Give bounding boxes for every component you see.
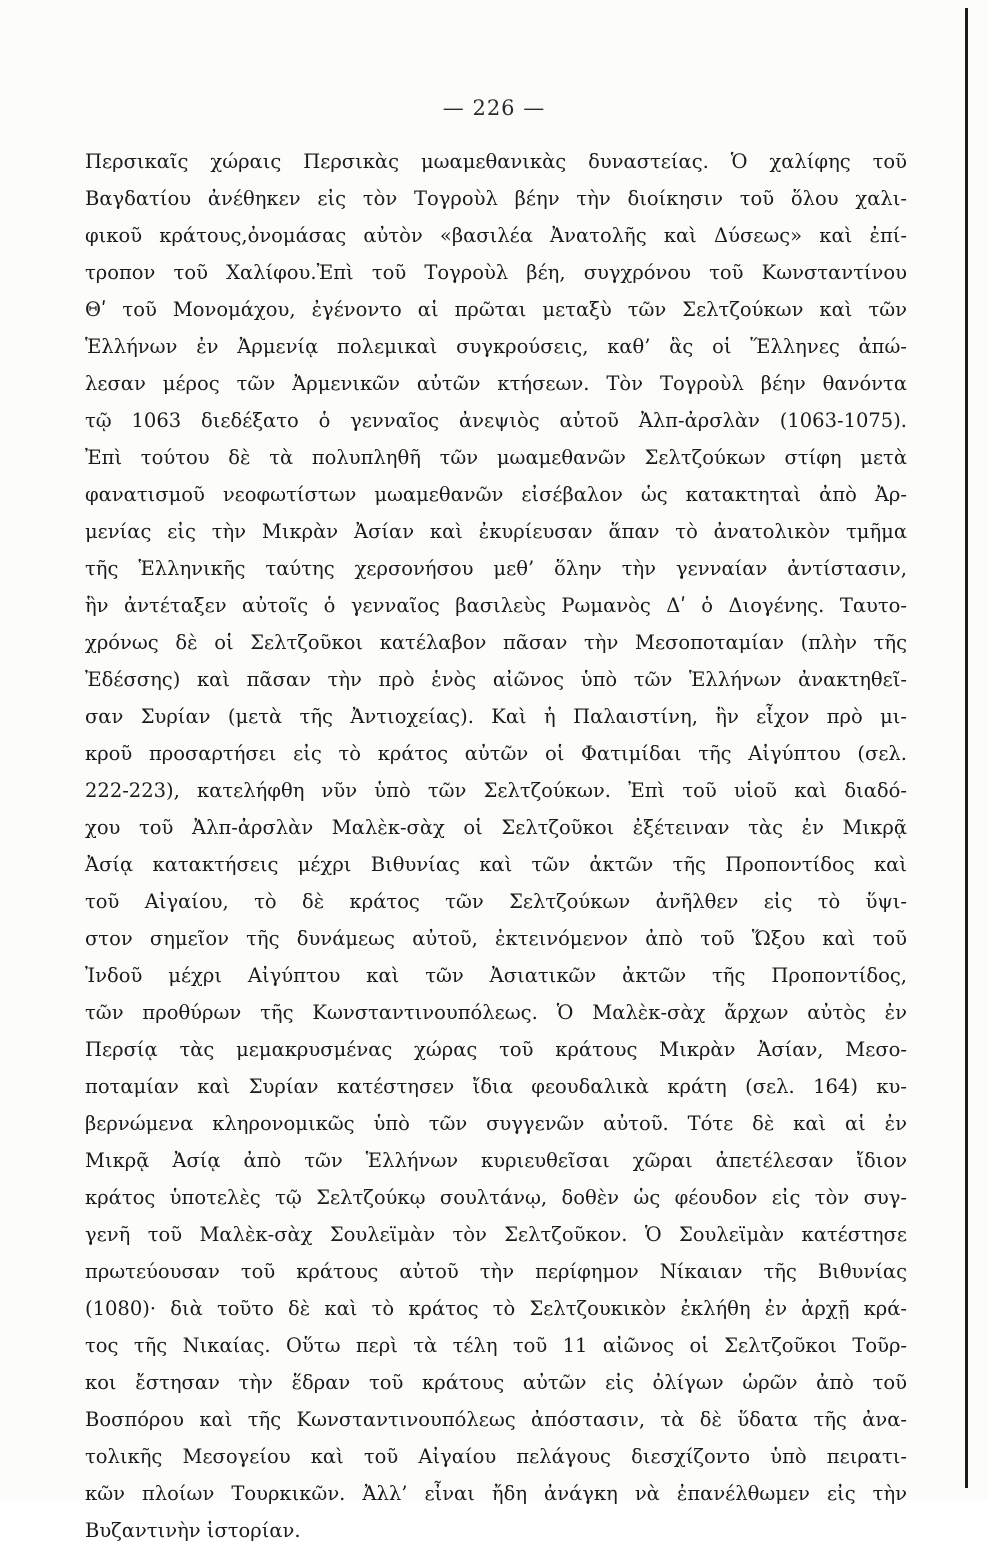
text-line: Θʹ τοῦ Μονομάχου, ἐγένοντο αἱ πρῶται μεταξὺ τῶν Σελτζούκων καὶ τῶν	[85, 298, 907, 321]
text-line: τολικῆς Μεσογείου καὶ τοῦ Αἰγαίου πελάγους διεσχίζοντο ὑπὸ πειρατι-	[85, 1445, 907, 1468]
text-line: κοι ἔστησαν τὴν ἕδραν τοῦ κράτους αὐτῶν εἰς ὀλίγων ὡρῶν ἀπὸ τοῦ	[85, 1371, 907, 1394]
text-line: φανατισμοῦ νεοφωτίστων μωαμεθανῶν εἰσέβαλον ὡς κατακτηταὶ ἀπὸ Ἀρ-	[85, 483, 907, 506]
text-line: τοῦ Αἰγαίου, τὸ δὲ κράτος τῶν Σελτζούκων ἀνῆλθεν εἰς τὸ ὕψι-	[85, 890, 907, 913]
text-line: πρωτεύουσαν τοῦ κράτους αὐτοῦ τὴν περίφημον Νίκαιαν τῆς Βιθυνίας	[85, 1260, 907, 1283]
text-line: Μικρᾷ Ἀσίᾳ ἀπὸ τῶν Ἑλλήνων κυριευθεῖσαι χῶραι ἀπετέλεσαν ἴδιον	[85, 1149, 907, 1172]
text-line: Βοσπόρου καὶ τῆς Κωνσταντινουπόλεως ἀπόστασιν, τὰ δὲ ὕδατα τῆς ἀνα-	[85, 1408, 907, 1431]
text-line: ποταμίαν καὶ Συρίαν κατέστησεν ἴδια φεουδαλικὰ κράτη (σελ. 164) κυ-	[85, 1075, 907, 1098]
text-line: γενῆ τοῦ Μαλὲκ-σὰχ Σουλεϊμὰν τὸν Σελτζοῦκον. Ὁ Σουλεϊμὰν κατέστησε	[85, 1223, 907, 1246]
text-line: ἣν ἀντέταξεν αὐτοῖς ὁ γενναῖος βασιλεὺς Ρωμανὸς Δʹ ὁ Διογένης. Ταυτο-	[85, 594, 907, 617]
text-line: κροῦ προσαρτήσει εἰς τὸ κράτος αὐτῶν οἱ Φατιμίδαι τῆς Αἰγύπτου (σελ.	[85, 742, 907, 765]
text-line: τῶν προθύρων τῆς Κωνσταντινουπόλεως. Ὁ Μαλὲκ-σὰχ ἄρχων αὐτὸς ἐν	[85, 1001, 907, 1024]
text-line: σαν Συρίαν (μετὰ τῆς Ἀντιοχείας). Καὶ ἡ Παλαιστίνη, ἣν εἶχον πρὸ μι-	[85, 705, 907, 728]
text-line: χου τοῦ Ἀλπ-ἀρσλὰν Μαλὲκ-σὰχ οἱ Σελτζοῦκοι ἐξέτειναν τὰς ἐν Μικρᾷ	[85, 816, 907, 839]
page-number: — 226 —	[442, 96, 546, 120]
text-line: Βαγδατίου ἀνέθηκεν εἰς τὸν Τογροὺλ βέην τὴν διοίκησιν τοῦ ὅλου χαλι-	[85, 187, 907, 210]
text-line: 222-223), κατελήφθη νῦν ὑπὸ τῶν Σελτζούκων. Ἐπὶ τοῦ υἱοῦ καὶ διαδό-	[85, 779, 907, 802]
text-line: βερνώμενα κληρονομικῶς ὑπὸ τῶν συγγενῶν αὐτοῦ. Τότε δὲ καὶ αἱ ἐν	[85, 1112, 907, 1135]
text-line: Ἀσίᾳ κατακτήσεις μέχρι Βιθυνίας καὶ τῶν ἀκτῶν τῆς Προποντίδος καὶ	[85, 853, 907, 876]
text-line: φικοῦ κράτους,ὀνομάσας αὐτὸν «βασιλέα Ἀνατολῆς καὶ Δύσεως» καὶ ἐπί-	[85, 224, 907, 247]
text-line: Βυζαντινὴν ἱστορίαν.	[85, 1519, 301, 1542]
body-text	[85, 143, 907, 1549]
text-line: κῶν πλοίων Τουρκικῶν. Ἀλλ’ εἶναι ἤδη ἀνάγκη νὰ ἐπανέλθωμεν εἰς τὴν	[85, 1482, 907, 1505]
page-edge-line	[965, 8, 968, 1488]
text-line: Περσίᾳ τὰς μεμακρυσμένας χώρας τοῦ κράτους Μικρὰν Ἀσίαν, Μεσο-	[85, 1038, 907, 1061]
text-line: Ἐδέσσης) καὶ πᾶσαν τὴν πρὸ ἑνὸς αἰῶνος ὑπὸ τῶν Ἑλλήνων ἀνακτηθεῖ-	[85, 668, 907, 691]
text-line: Ἰνδοῦ μέχρι Αἰγύπτου καὶ τῶν Ἀσιατικῶν ἀκτῶν τῆς Προποντίδος,	[85, 964, 907, 987]
text-line: χρόνως δὲ οἱ Σελτζοῦκοι κατέλαβον πᾶσαν τὴν Μεσοποταμίαν (πλὴν τῆς	[85, 631, 907, 654]
text-line: Ἑλλήνων ἐν Ἀρμενίᾳ πολεμικαὶ συγκρούσεις, καθ’ ἃς οἱ Ἕλληνες ἀπώ-	[85, 335, 907, 358]
text-line: (1080)· διὰ τοῦτο δὲ καὶ τὸ κράτος τὸ Σελτζουκικὸν ἐκλήθη ἐν ἀρχῇ κρά-	[85, 1297, 907, 1320]
text-line: κράτος ὑποτελὲς τῷ Σελτζούκῳ σουλτάνῳ, δοθὲν ὡς φέουδον εἰς τὸν συγ-	[85, 1186, 907, 1209]
text-line: Ἐπὶ τούτου δὲ τὰ πολυπληθῆ τῶν μωαμεθανῶν Σελτζούκων στίφη μετὰ	[85, 446, 907, 469]
text-line: τῆς Ἑλληνικῆς ταύτης χερσονήσου μεθ’ ὅλην τὴν γενναίαν ἀντίστασιν,	[85, 557, 907, 580]
text-line: τῷ 1063 διεδέξατο ὁ γενναῖος ἀνεψιὸς αὐτοῦ Ἀλπ-ἀρσλὰν (1063-1075).	[85, 409, 907, 432]
text-line: τος τῆς Νικαίας. Οὕτω περὶ τὰ τέλη τοῦ 11 αἰῶνος οἱ Σελτζοῦκοι Τοῦρ-	[85, 1334, 907, 1357]
text-line: μενίας εἰς τὴν Μικρὰν Ἀσίαν καὶ ἐκυρίευσαν ἅπαν τὸ ἀνατολικὸν τμῆμα	[85, 520, 907, 543]
text-line: τροπον τοῦ Χαλίφου.Ἐπὶ τοῦ Τογροὺλ βέη, συγχρόνου τοῦ Κωνσταντίνου	[85, 261, 907, 284]
text-line: Περσικαῖς χώραις Περσικὰς μωαμεθανικὰς δυναστείας. Ὁ χαλίφης τοῦ	[85, 150, 907, 173]
text-line: λεσαν μέρος τῶν Ἀρμενικῶν αὐτῶν κτήσεων. Τὸν Τογροὺλ βέην θανόντα	[85, 372, 907, 395]
text-line: στον σημεῖον τῆς δυνάμεως αὐτοῦ, ἐκτεινόμενον ἀπὸ τοῦ Ὥξου καὶ τοῦ	[85, 927, 907, 950]
